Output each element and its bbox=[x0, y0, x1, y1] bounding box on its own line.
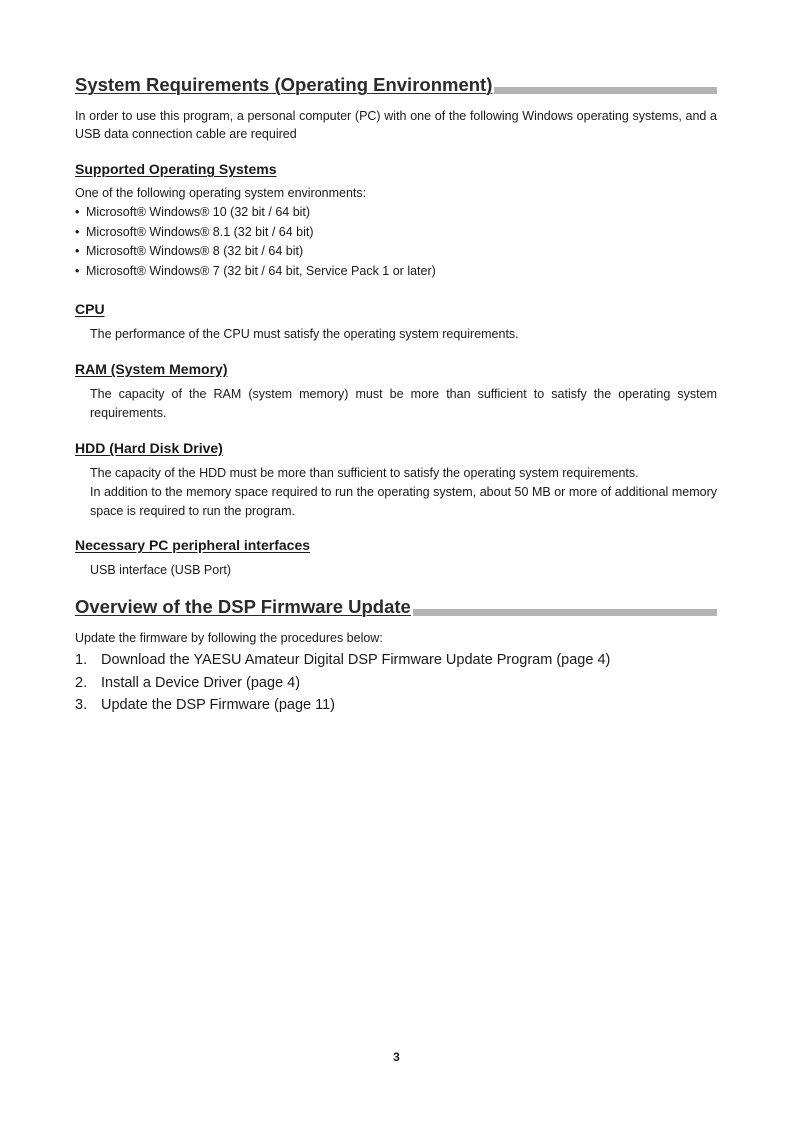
section-intro: In order to use this program, a personal computer (PC) with one of the following Windows operating systems, and a USB data connection cable are required bbox=[75, 109, 717, 141]
os-list bbox=[75, 203, 717, 281]
subsection-cpu bbox=[75, 300, 717, 318]
interfaces-text: USB interface (USB Port) bbox=[90, 563, 232, 577]
supported-os-body bbox=[75, 184, 717, 281]
step-number: 3. bbox=[75, 697, 88, 713]
section-title: Overview of the DSP Firmware Update bbox=[75, 596, 411, 617]
list-item bbox=[75, 649, 717, 672]
list-item: • Microsoft® Windows® 7 (32 bit / 64 bit, Service Pack 1 or later) bbox=[75, 262, 717, 282]
subsection-heading: HDD (Hard Disk Drive) bbox=[75, 440, 223, 456]
subsection-heading: Supported Operating Systems bbox=[75, 161, 277, 177]
subsection-ram bbox=[75, 360, 717, 378]
subsection-heading: RAM (System Memory) bbox=[75, 361, 228, 377]
list-item: • Microsoft® Windows® 10 (32 bit / 64 bit) bbox=[75, 203, 717, 223]
step-text: Update the DSP Firmware (page 11) bbox=[101, 697, 335, 713]
supported-os-lead: One of the following operating system environments: bbox=[75, 186, 367, 200]
hdd-body bbox=[75, 464, 717, 521]
page-number: 3 bbox=[393, 1050, 400, 1064]
section-system-requirements bbox=[75, 74, 717, 96]
list-item: • Microsoft® Windows® 8 (32 bit / 64 bit) bbox=[75, 242, 717, 262]
step-text: Download the YAESU Amateur Digital DSP Firmware Update Program (page 4) bbox=[101, 652, 611, 668]
subsection-supported-os bbox=[75, 160, 717, 178]
step-number: 2. bbox=[75, 674, 88, 691]
list-item bbox=[75, 672, 717, 695]
list-item: • Microsoft® Windows® 8.1 (32 bit / 64 bit) bbox=[75, 223, 717, 243]
step-text: Install a Device Driver (page 4) bbox=[101, 674, 301, 691]
subsection-interfaces bbox=[75, 536, 717, 554]
section-title: System Requirements (Operating Environment) bbox=[75, 74, 493, 95]
section-dsp-update-overview bbox=[75, 596, 717, 618]
section-heading bbox=[75, 74, 717, 96]
procedure-steps bbox=[75, 649, 717, 717]
list-item bbox=[75, 694, 717, 717]
section-intro: Update the firmware by following the procedures below: bbox=[75, 631, 383, 645]
subsection-hdd bbox=[75, 439, 717, 457]
step-number: 1. bbox=[75, 652, 88, 668]
subsection-heading: Necessary PC peripheral interfaces bbox=[75, 537, 311, 553]
hdd-text-2: In addition to the memory space required to run the operating system, about 50 MB or more of additional memory space is required to run the program. bbox=[90, 485, 717, 518]
ram-text: The capacity of the RAM (system memory) must be more than sufficient to satisfy the operating system requirements. bbox=[90, 387, 717, 420]
cpu-text: The performance of the CPU must satisfy the operating system requirements. bbox=[90, 327, 519, 341]
subsection-heading: CPU bbox=[75, 301, 105, 317]
hdd-text-1: The capacity of the HDD must be more than sufficient to satisfy the operating system requirements. bbox=[90, 466, 639, 480]
section-heading bbox=[75, 596, 717, 618]
